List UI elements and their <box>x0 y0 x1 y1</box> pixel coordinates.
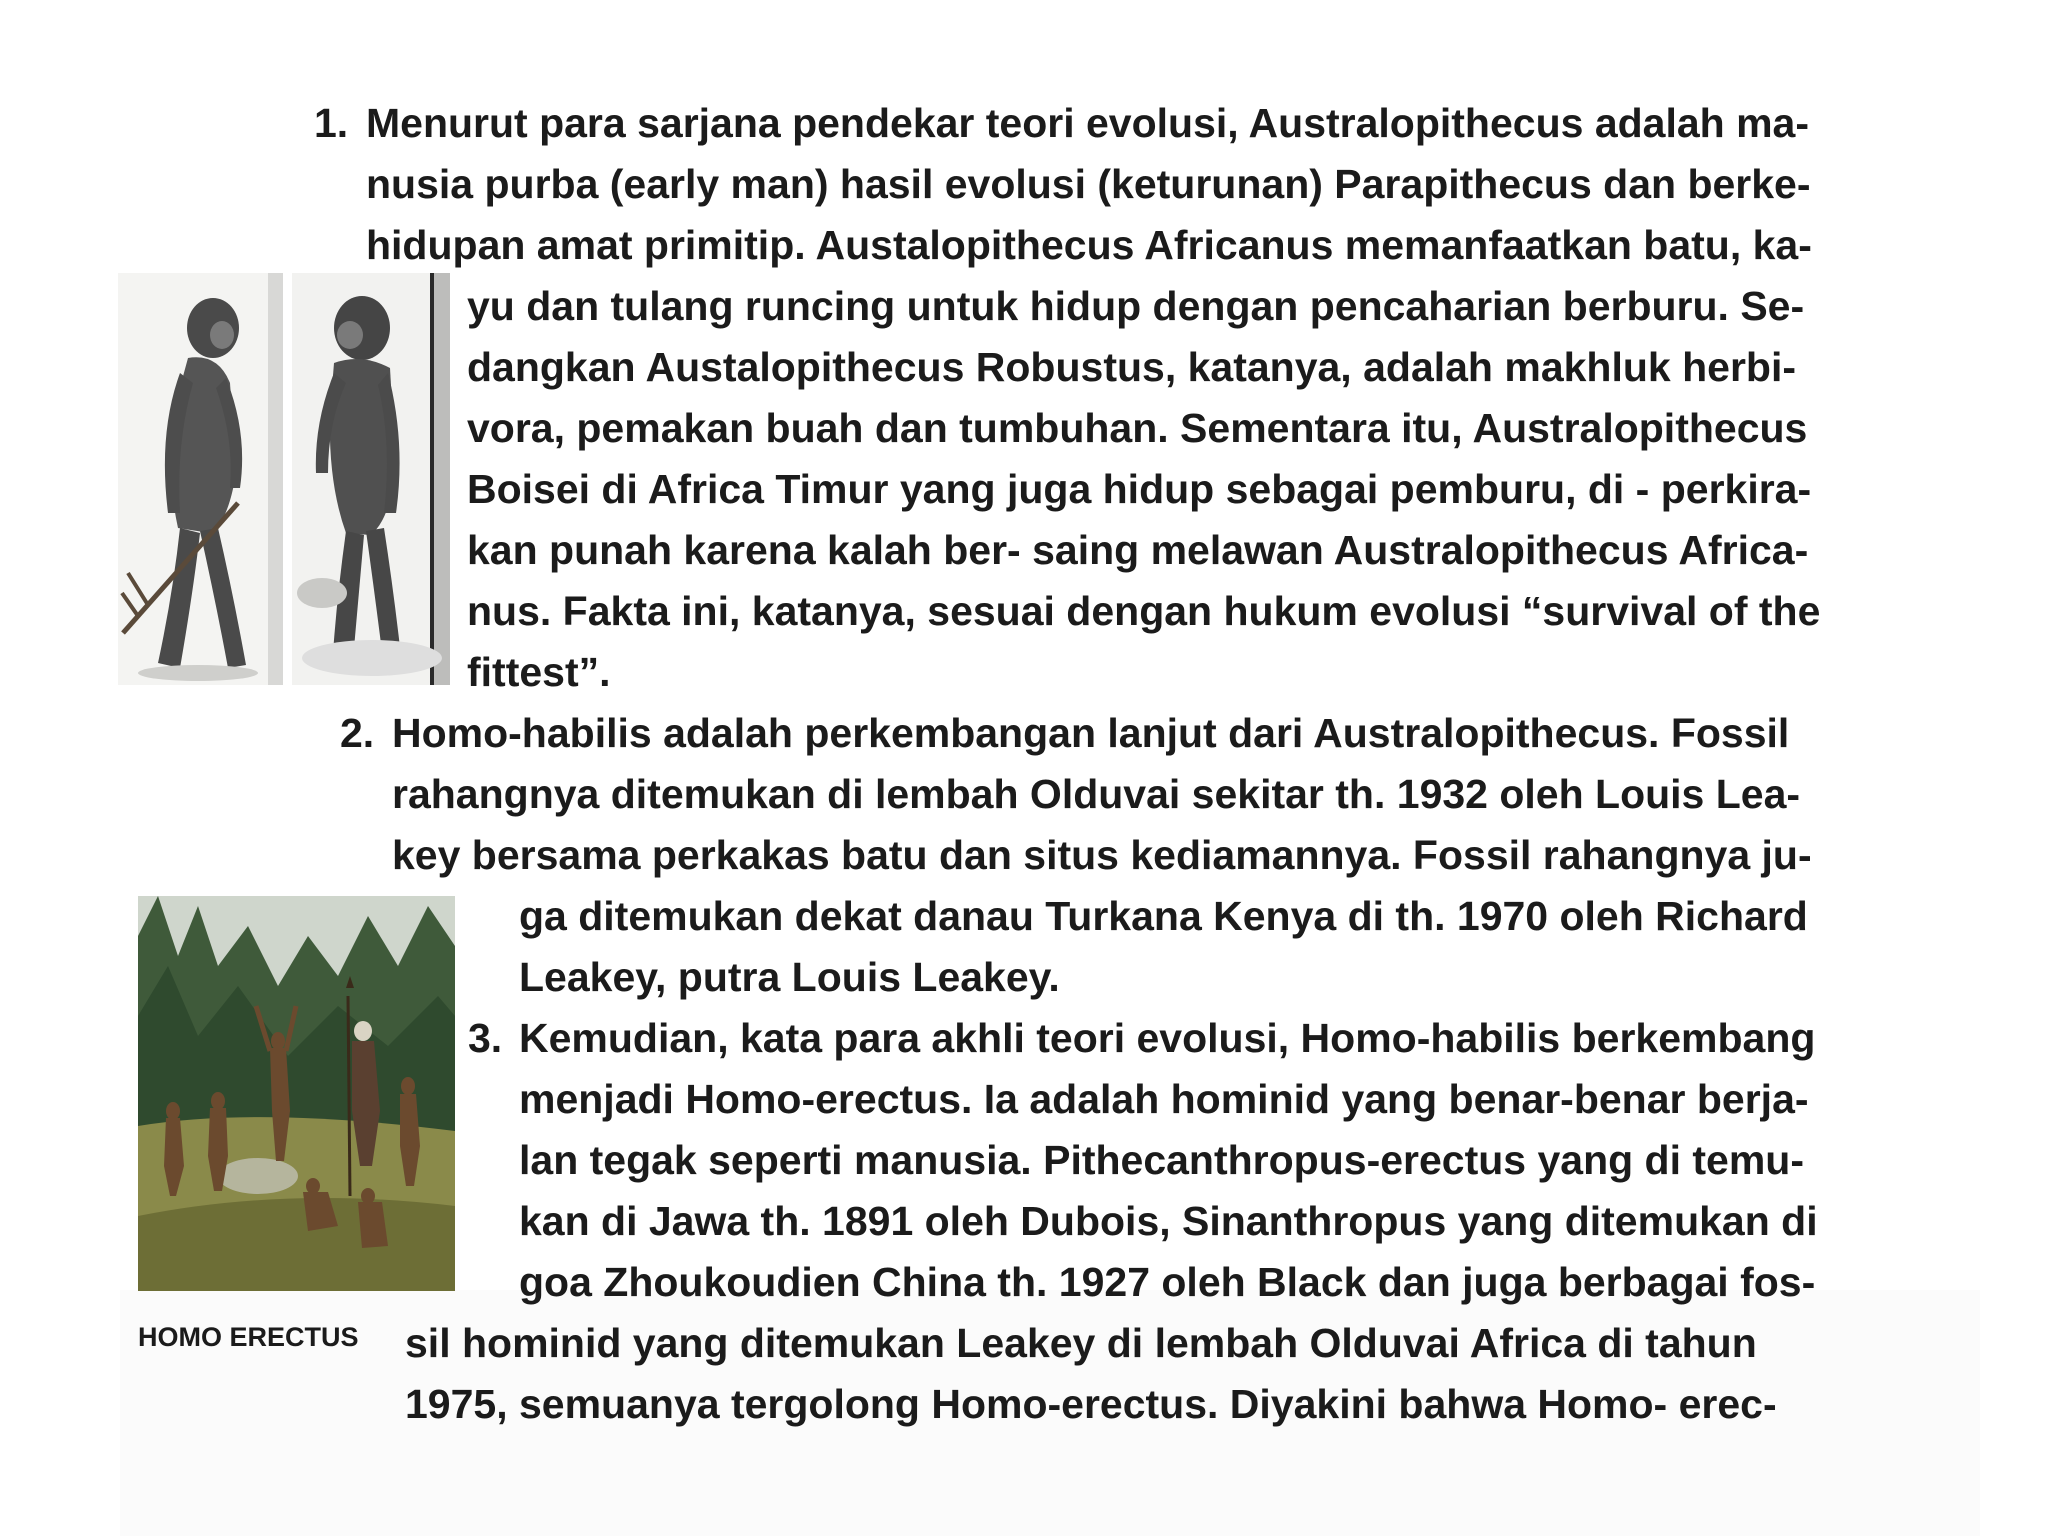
section1-line: yu dan tulang runcing untuk hidup dengan pencaharian berburu. Se- <box>467 283 1805 329</box>
hominid-standing-figure <box>292 273 450 685</box>
section1-line: kan punah karena kalah ber- saing melawan Australopithecus Africa- <box>467 527 1809 573</box>
section1-line: fittest”. <box>467 649 611 695</box>
australopithecus-illustration-right <box>292 273 450 685</box>
list-number-1: 1. <box>314 100 349 146</box>
section2-line: Leakey, putra Louis Leakey. <box>519 954 1060 1000</box>
section1-line: hidupan amat primitip. Austalopithecus Africanus memanfaatkan batu, ka- <box>366 222 1812 268</box>
list-number-2: 2. <box>340 710 375 756</box>
figure-caption: HOMO ERECTUS <box>138 1322 359 1352</box>
australopithecus-illustration-left <box>118 273 283 685</box>
section1-line: Boisei di Africa Timur yang juga hidup sebagai pemburu, di - perkira- <box>467 466 1812 512</box>
section1-line: Menurut para sarjana pendekar teori evolusi, Australopithecus adalah ma- <box>366 100 1810 146</box>
section3-line: Kemudian, kata para akhli teori evolusi, Homo-habilis berkembang <box>519 1015 1816 1061</box>
homo-erectus-illustration <box>138 896 455 1291</box>
section3-line: 1975, semuanya tergolong Homo-erectus. Diyakini bahwa Homo- erec- <box>405 1381 1777 1427</box>
section2-line: rahangnya ditemukan di lembah Olduvai sekitar th. 1932 oleh Louis Lea- <box>392 771 1801 817</box>
section1-line: vora, pemakan buah dan tumbuhan. Sementara itu, Australopithecus <box>467 405 1808 451</box>
section2-line: ga ditemukan dekat danau Turkana Kenya di th. 1970 oleh Richard <box>519 893 1808 939</box>
section1-line: nusia purba (early man) hasil evolusi (keturunan) Parapithecus dan berke- <box>366 161 1811 207</box>
hominid-walking-figure <box>118 273 283 685</box>
list-number-3: 3. <box>468 1015 503 1061</box>
section1-line: dangkan Austalopithecus Robustus, katanya, adalah makhluk herbi- <box>467 344 1796 390</box>
section3-line: sil hominid yang ditemukan Leakey di lembah Olduvai Africa di tahun <box>405 1320 1757 1366</box>
section1-line: nus. Fakta ini, katanya, sesuai dengan hukum evolusi “survival of the <box>467 588 1821 634</box>
section3-line: goa Zhoukoudien China th. 1927 oleh Black dan juga berbagai fos- <box>519 1259 1816 1305</box>
section3-line: kan di Jawa th. 1891 oleh Dubois, Sinanthropus yang ditemukan di <box>519 1198 1818 1244</box>
section2-line: Homo-habilis adalah perkembangan lanjut dari Australopithecus. Fossil <box>392 710 1790 756</box>
homo-erectus-scene <box>138 896 455 1291</box>
section3-line: menjadi Homo-erectus. Ia adalah hominid yang benar-benar berja- <box>519 1076 1809 1122</box>
section3-line: lan tegak seperti manusia. Pithecanthropus-erectus yang di temu- <box>519 1137 1804 1183</box>
section2-line: key bersama perkakas batu dan situs kediamannya. Fossil rahangnya ju- <box>392 832 1812 878</box>
